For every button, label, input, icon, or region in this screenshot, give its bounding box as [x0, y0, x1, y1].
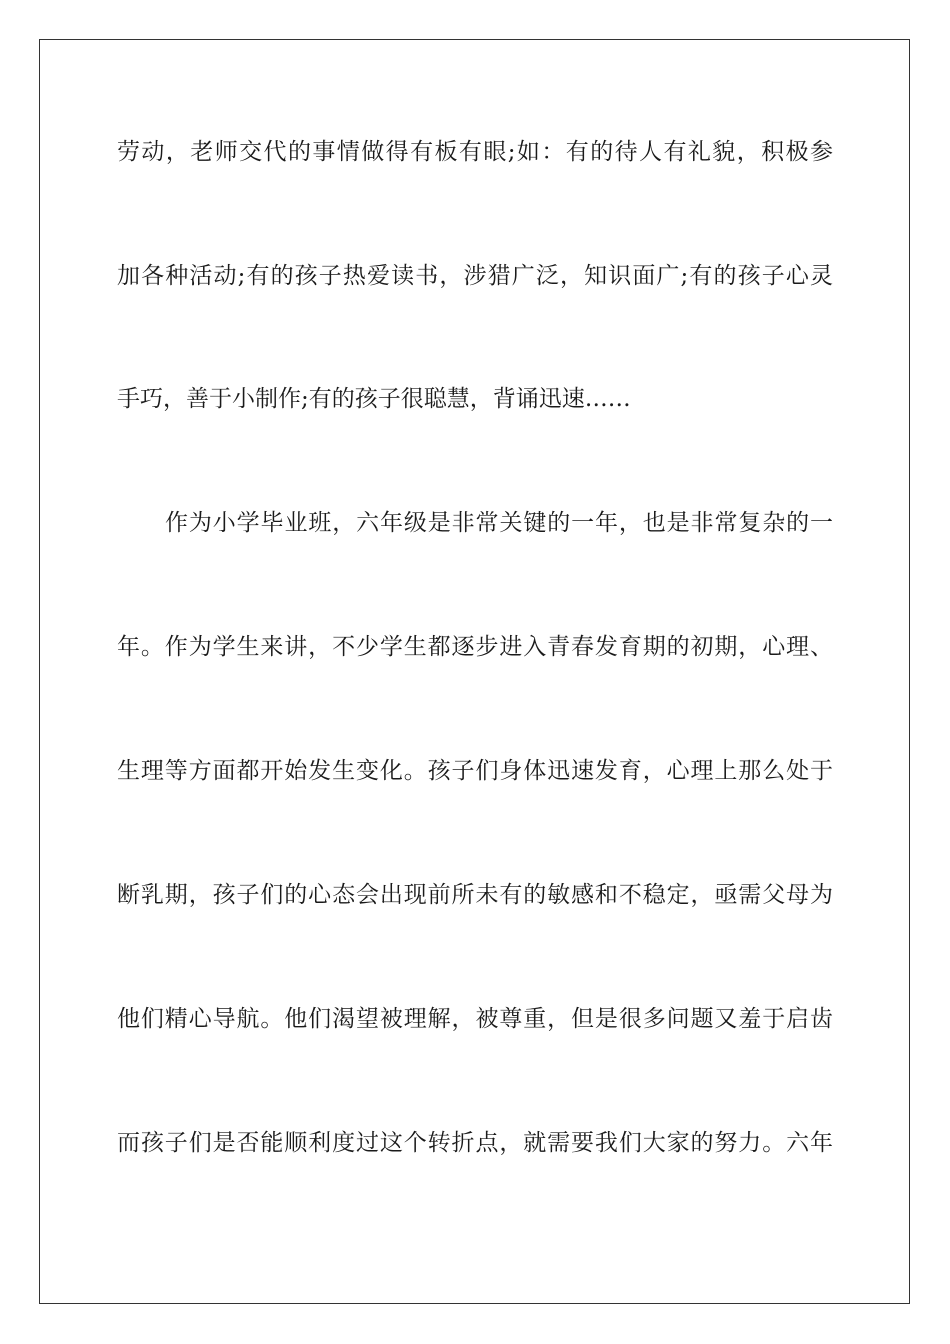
page-border	[39, 39, 910, 1304]
text-line-4: 作为小学毕业班，六年级是非常关键的一年，也是非常复杂的一	[165, 510, 833, 536]
text-line-2: 加各种活动;有的孩子热爱读书，涉猎广泛，知识面广;有的孩子心灵	[117, 263, 833, 289]
text-line-6: 生理等方面都开始发生变化。孩子们身体迅速发育，心理上那么处于	[117, 758, 833, 784]
text-line-1: 劳动，老师交代的事情做得有板有眼;如：有的待人有礼貌，积极参	[117, 139, 833, 165]
text-line-9: 而孩子们是否能顺利度过这个转折点，就需要我们大家的努力。六年	[117, 1130, 833, 1156]
text-line-7: 断乳期，孩子们的心态会出现前所未有的敏感和不稳定，亟需父母为	[117, 882, 833, 908]
text-line-3: 手巧，善于小制作;有的孩子很聪慧，背诵迅速……	[117, 386, 631, 412]
text-line-8: 他们精心导航。他们渴望被理解，被尊重，但是很多问题又羞于启齿	[117, 1006, 833, 1032]
text-line-5: 年。作为学生来讲，不少学生都逐步进入青春发育期的初期，心理、	[117, 634, 833, 660]
